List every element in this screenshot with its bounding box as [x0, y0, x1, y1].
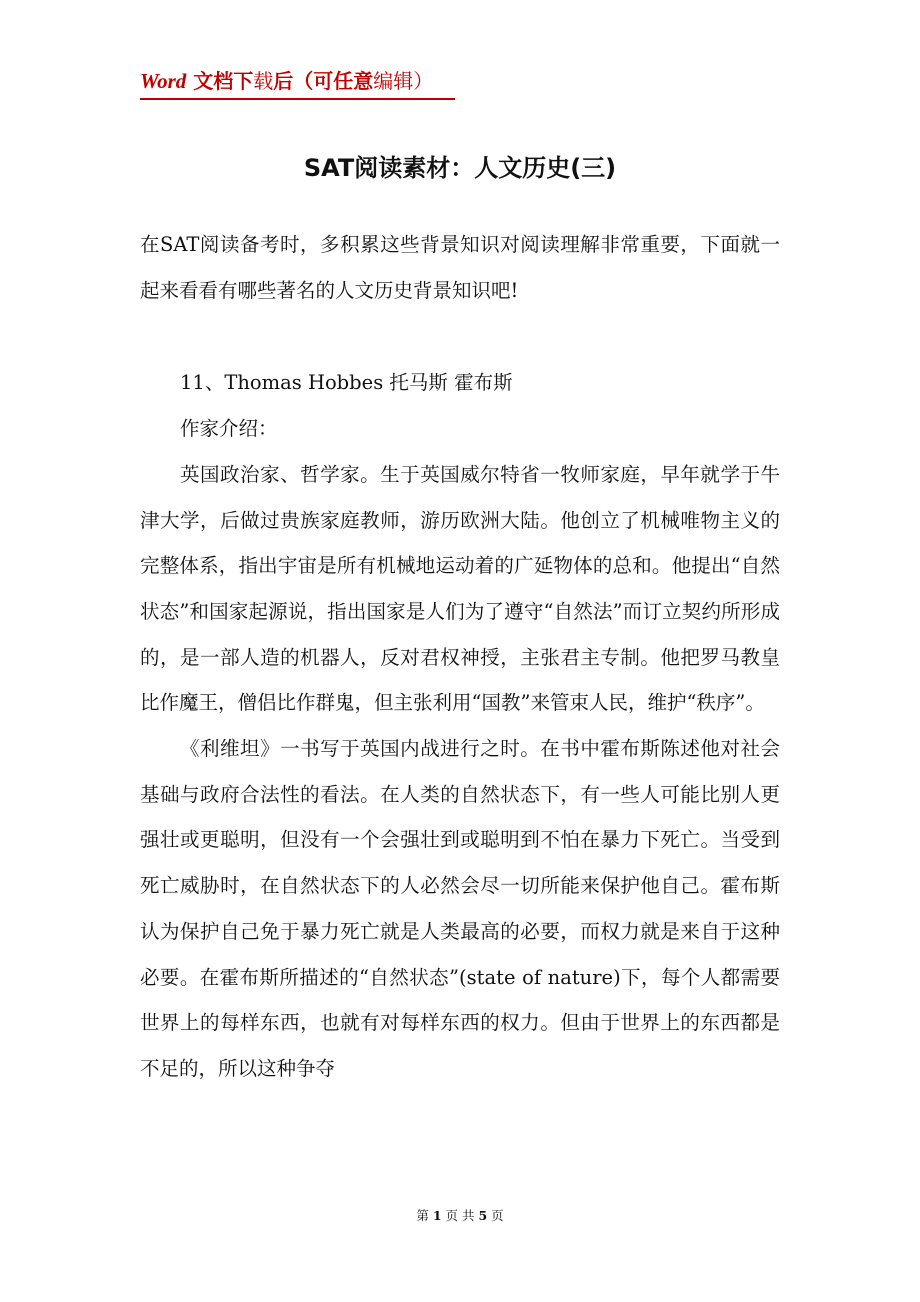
body-paragraph-1: 英国政治家、哲学家。生于英国威尔特省一牧师家庭，早年就学于牛津大学，后做过贵族家庭教师，游历欧洲大陆。他创立了机械唯物主义的完整体系，指出宇宙是所有机械地运动着的广延物体的总和。他提出“自然状态”和国家起源说，指出国家是人们为了遵守“自然法”而订立契约所形成的，是一部人造的机器人，反对君权神授，主张君主专制。他把罗马教皇比作魔王，僧侣比作群鬼，但主张利用“国教”来管束人民，维护“秩序”。	[140, 462, 780, 715]
banner-text-3: 后（可任意	[273, 69, 374, 93]
section-heading: 11、Thomas Hobbes 托马斯 霍布斯	[180, 371, 513, 395]
footer-middle: 页 共	[445, 1208, 475, 1223]
footer-page-number: 1	[432, 1208, 442, 1223]
banner-text-1: 文档下	[186, 69, 254, 93]
document-body	[140, 222, 780, 1092]
intro-paragraph: 在SAT阅读备考时，多积累这些背景知识对阅读理解非常重要，下面就一起来看看有哪些著名的人文历史背景知识吧!	[140, 233, 780, 302]
footer-total-pages: 5	[478, 1208, 488, 1223]
download-banner[interactable]	[140, 64, 455, 100]
section-subheading: 作家介绍：	[180, 417, 278, 441]
banner-text-4: 编辑）	[373, 69, 434, 93]
body-paragraph-2: 《利维坦》一书写于英国内战进行之时。在书中霍布斯陈述他对社会基础与政府合法性的看法。在人类的自然状态下，有一些人可能比别人更强壮或更聪明，但没有一个会强壮到或聪明到不怕在暴力下死亡。当受到死亡威胁时，在自然状态下的人必然会尽一切所能来保护他自己。霍布斯认为保护自己免于暴力死亡就是人类最高的必要，而权力就是来自于这种必要。在霍布斯所描述的“自然状态”(state of nature)下，每个人都需要世界上的每样东西，也就有对每样东西的权力。但由于世界上的东西都是不足的，所以这种争夺	[140, 737, 780, 1080]
banner-text-2: 载	[253, 69, 274, 93]
page-footer	[0, 1206, 920, 1226]
page-title: SAT阅读素材：人文历史(三)	[303, 154, 617, 182]
banner-word: Word	[140, 69, 187, 93]
footer-prefix: 第	[416, 1208, 429, 1223]
footer-suffix: 页	[491, 1208, 504, 1223]
